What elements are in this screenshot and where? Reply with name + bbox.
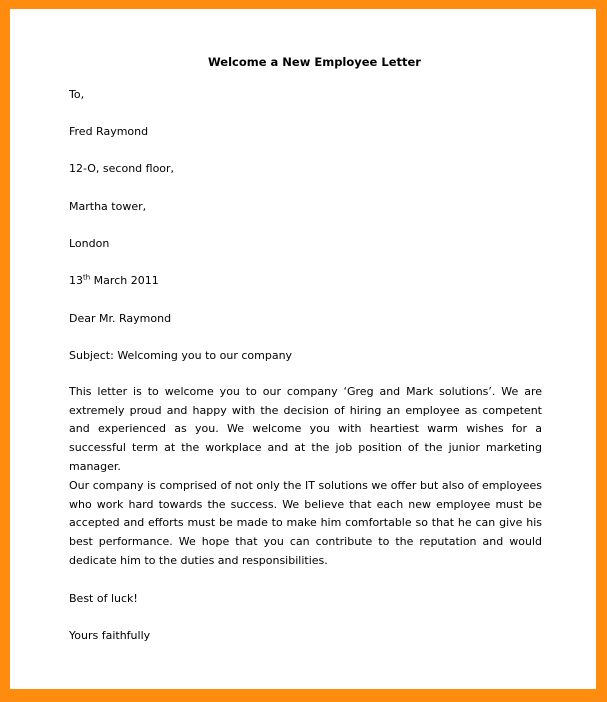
address-line-1: 12-O, second floor,	[69, 162, 175, 175]
letter-title: Welcome a New Employee Letter	[208, 55, 421, 69]
date-day: 13	[69, 274, 83, 287]
date-rest: March 2011	[90, 274, 159, 287]
closing-wish: Best of luck!	[69, 592, 138, 605]
address-city: London	[69, 237, 110, 250]
body-paragraph-2: Our company is comprised of not only the IT solutions we offer but also of employees who work hard towards the success. We believe that each new employee must be accepted and efforts must be made to make him comfortable so that he can give his best performance. We hope that you can contribute to the reputation and would dedicate him to the duties and responsibilities.	[69, 479, 542, 567]
salutation-to: To,	[69, 88, 85, 101]
recipient-name: Fred Raymond	[69, 125, 149, 138]
letter-date	[69, 274, 159, 288]
sign-off: Yours faithfully	[69, 629, 151, 642]
body-paragraph-1: This letter is to welcome you to our company ‘Greg and Mark solutions’. We are extremely proud and happy with the decision of hiring an employee as competent and experienced as you. We welcome you with heartiest warm wishes for a successful term at the workplace and at the job position of the junior marketing manager.	[69, 385, 542, 473]
letter-page	[10, 9, 596, 689]
subject-line: Subject: Welcoming you to our company	[69, 349, 293, 362]
address-line-2: Martha tower,	[69, 200, 147, 213]
date-suffix: th	[83, 273, 91, 282]
greeting: Dear Mr. Raymond	[69, 312, 172, 325]
